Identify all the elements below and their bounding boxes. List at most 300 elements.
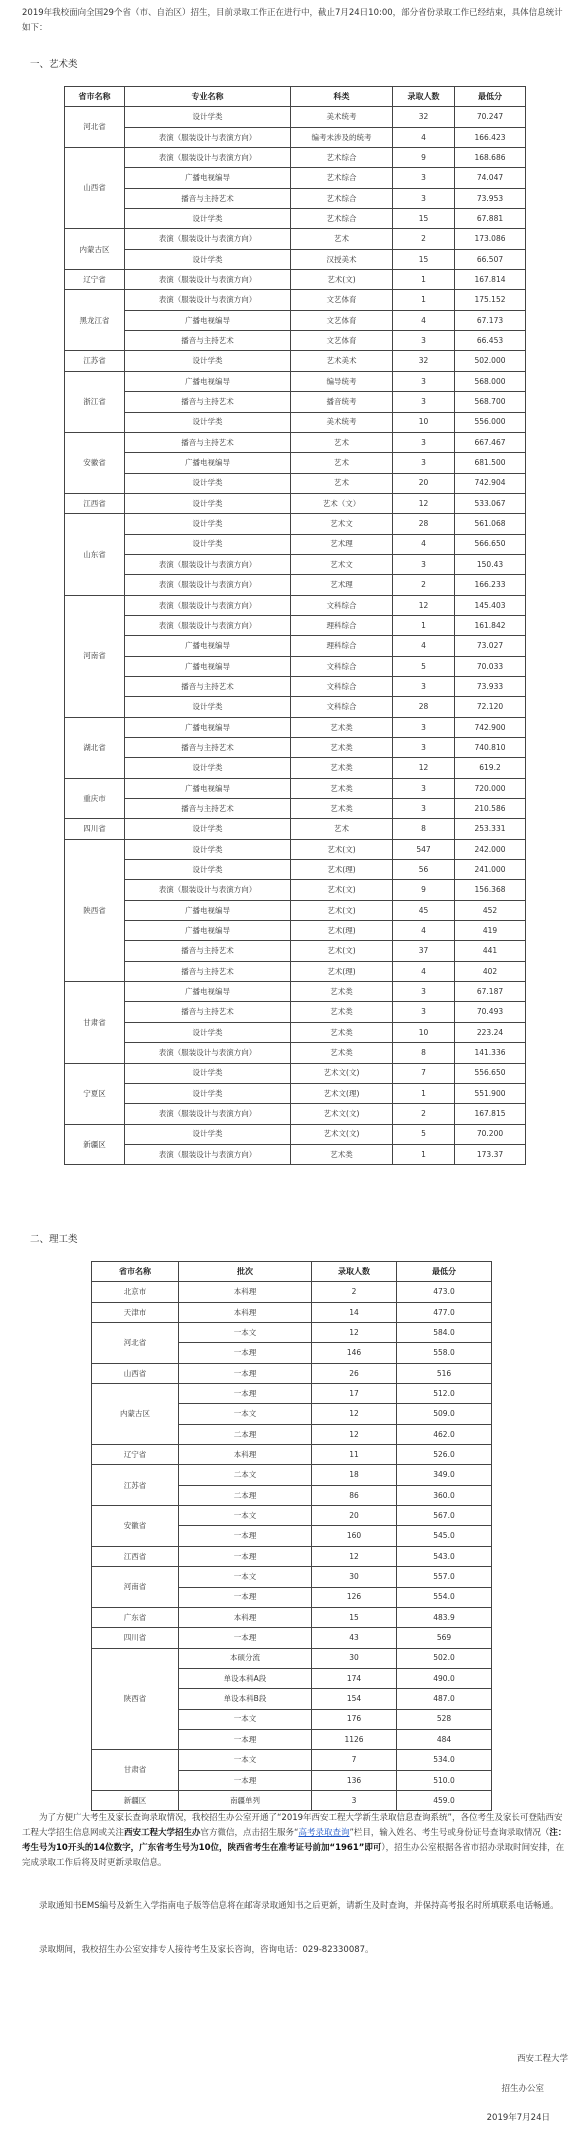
art-cell: 10 <box>393 1022 455 1042</box>
art-cell: 3 <box>393 982 455 1002</box>
art-cell: 1 <box>393 290 455 310</box>
table-row <box>65 412 526 432</box>
art-cell: 表演（服装设计与表演方向） <box>125 1144 291 1164</box>
art-cell: 设计学类 <box>125 534 291 554</box>
section-sci-title: 二、理工类 <box>30 1234 78 1245</box>
art-cell: 艺术类 <box>291 1043 393 1063</box>
art-cell: 汉授美术 <box>291 249 393 269</box>
sci-cell: 487.0 <box>397 1689 492 1709</box>
art-cell: 文科综合 <box>291 697 393 717</box>
art-cell: 32 <box>393 351 455 371</box>
province-cell: 辽宁省 <box>92 1445 179 1465</box>
art-cell: 设计学类 <box>125 1083 291 1103</box>
art-cell: 播音与主持艺术 <box>125 392 291 412</box>
art-cell: 619.2 <box>455 758 526 778</box>
province-cell: 河北省 <box>92 1323 179 1364</box>
art-cell: 设计学类 <box>125 514 291 534</box>
province-cell: 辽宁省 <box>65 270 125 290</box>
table-row <box>65 839 526 859</box>
art-cell: 45 <box>393 900 455 920</box>
art-cell: 播音与主持艺术 <box>125 188 291 208</box>
art-cell: 播音与主持艺术 <box>125 676 291 696</box>
art-cell: 167.815 <box>455 1104 526 1124</box>
table-row <box>65 209 526 229</box>
table-row <box>65 900 526 920</box>
art-cell: 设计学类 <box>125 249 291 269</box>
art-cell: 740.810 <box>455 738 526 758</box>
table-row <box>65 127 526 147</box>
art-cell: 艺术 <box>291 819 393 839</box>
art-cell: 3 <box>393 392 455 412</box>
art-cell: 表演（服装设计与表演方向） <box>125 615 291 635</box>
art-cell: 66.453 <box>455 331 526 351</box>
art-cell: 241.000 <box>455 860 526 880</box>
art-cell: 设计学类 <box>125 1022 291 1042</box>
art-cell: 2 <box>393 229 455 249</box>
province-cell: 天津市 <box>92 1302 179 1322</box>
art-cell: 艺术(文) <box>291 941 393 961</box>
art-cell: 70.033 <box>455 656 526 676</box>
table-row <box>65 1063 526 1083</box>
sci-cell: 512.0 <box>397 1384 492 1404</box>
art-cell: 播音与主持艺术 <box>125 799 291 819</box>
art-cell: 1 <box>393 1083 455 1103</box>
province-cell: 内蒙古区 <box>65 229 125 270</box>
table-row <box>65 1083 526 1103</box>
province-cell: 河南省 <box>92 1567 179 1608</box>
sci-cell: 2 <box>312 1282 397 1302</box>
art-cell: 艺术类 <box>291 982 393 1002</box>
art-cell: 3 <box>393 799 455 819</box>
art-cell: 播音与主持艺术 <box>125 738 291 758</box>
province-cell: 陕西省 <box>65 839 125 981</box>
table-row <box>65 697 526 717</box>
art-cell: 141.336 <box>455 1043 526 1063</box>
art-cell: 艺术类 <box>291 1002 393 1022</box>
province-cell: 四川省 <box>92 1628 179 1648</box>
art-cell: 4 <box>393 636 455 656</box>
candidate-number-note: 注：考生号为10开头的14位数字，广东省考生号为10位，陕西省考生在准考证号前加“1961”即可 <box>22 1828 567 1853</box>
art-cell: 2 <box>393 1104 455 1124</box>
art-cell: 艺术美术 <box>291 351 393 371</box>
art-cell: 502.000 <box>455 351 526 371</box>
art-cell: 28 <box>393 697 455 717</box>
art-cell: 3 <box>393 432 455 452</box>
sci-cell: 545.0 <box>397 1526 492 1546</box>
table-row <box>65 676 526 696</box>
art-cell: 12 <box>393 758 455 778</box>
sci-cell: 557.0 <box>397 1567 492 1587</box>
sci-cell: 176 <box>312 1709 397 1729</box>
table-row <box>65 554 526 574</box>
sci-cell: 20 <box>312 1506 397 1526</box>
sci-cell: 462.0 <box>397 1424 492 1444</box>
art-cell: 253.331 <box>455 819 526 839</box>
art-cell: 理科综合 <box>291 636 393 656</box>
art-cell: 艺术综合 <box>291 148 393 168</box>
art-cell: 4 <box>393 310 455 330</box>
art-cell: 67.173 <box>455 310 526 330</box>
sci-cell: 160 <box>312 1526 397 1546</box>
art-cell: 艺术 <box>291 432 393 452</box>
table-row <box>65 168 526 188</box>
art-cell: 3 <box>393 331 455 351</box>
art-cell: 681.500 <box>455 453 526 473</box>
sci-cell: 一本文 <box>179 1567 312 1587</box>
sci-cell: 154 <box>312 1689 397 1709</box>
sci-cell: 1126 <box>312 1729 397 1749</box>
sci-cell: 26 <box>312 1363 397 1383</box>
table-row <box>65 331 526 351</box>
art-cell: 28 <box>393 514 455 534</box>
table-row <box>65 636 526 656</box>
sci-cell: 543.0 <box>397 1546 492 1566</box>
table-row <box>65 758 526 778</box>
art-cell: 艺术文 <box>291 554 393 574</box>
art-cell: 173.086 <box>455 229 526 249</box>
sci-cell: 86 <box>312 1485 397 1505</box>
sci-cell: 554.0 <box>397 1587 492 1607</box>
art-cell: 设计学类 <box>125 758 291 778</box>
art-cell: 艺术 <box>291 473 393 493</box>
art-cell: 73.933 <box>455 676 526 696</box>
sci-cell: 一本理 <box>179 1526 312 1546</box>
art-cell: 艺术类 <box>291 799 393 819</box>
sci-cell: 一本理 <box>179 1384 312 1404</box>
art-cell: 452 <box>455 900 526 920</box>
art-cell: 3 <box>393 1002 455 1022</box>
province-cell: 甘肃省 <box>92 1750 179 1791</box>
sci-cell: 510.0 <box>397 1770 492 1790</box>
province-cell: 内蒙古区 <box>92 1384 179 1445</box>
art-cell: 艺术类 <box>291 738 393 758</box>
notice-text: ”栏目，输入姓名、考生号或身份证号查询录取情况（ <box>349 1828 550 1838</box>
art-cell: 32 <box>393 107 455 127</box>
art-cell: 艺术(理) <box>291 961 393 981</box>
sci-header-cell: 最低分 <box>397 1262 492 1282</box>
table-row <box>65 270 526 290</box>
sci-cell: 18 <box>312 1465 397 1485</box>
art-cell: 12 <box>393 493 455 513</box>
sci-admission-table <box>91 1261 492 1811</box>
art-cell: 广播电视编导 <box>125 900 291 920</box>
signature-office: 招生办公室 <box>501 2084 544 2094</box>
art-cell: 表演（服装设计与表演方向） <box>125 290 291 310</box>
province-cell: 山西省 <box>92 1363 179 1383</box>
art-cell: 设计学类 <box>125 1124 291 1144</box>
table-row <box>92 1567 492 1587</box>
art-cell: 223.24 <box>455 1022 526 1042</box>
table-row <box>92 1282 492 1302</box>
sci-cell: 一本文 <box>179 1323 312 1343</box>
art-cell: 表演（服装设计与表演方向） <box>125 880 291 900</box>
sci-cell: 174 <box>312 1668 397 1688</box>
sci-cell: 12 <box>312 1323 397 1343</box>
art-cell: 441 <box>455 941 526 961</box>
art-cell: 艺术类 <box>291 1144 393 1164</box>
art-cell: 547 <box>393 839 455 859</box>
sci-header-cell: 省市名称 <box>92 1262 179 1282</box>
sci-cell: 单设本科A段 <box>179 1668 312 1688</box>
sci-cell: 一本理 <box>179 1546 312 1566</box>
sci-cell: 3 <box>312 1790 397 1810</box>
province-cell: 安徽省 <box>92 1506 179 1547</box>
sci-cell: 一本文 <box>179 1750 312 1770</box>
art-cell: 理科综合 <box>291 615 393 635</box>
sci-cell: 单设本科B段 <box>179 1689 312 1709</box>
sci-cell: 14 <box>312 1302 397 1322</box>
art-cell: 广播电视编导 <box>125 168 291 188</box>
sci-cell: 一本理 <box>179 1343 312 1363</box>
intro-paragraph: 2019年我校面向全国29个省（市、自治区）招生，目前录取工作正在进行中，截止7月24日10:00，部分省份录取工作已经结束，具体信息统计如下： <box>22 8 563 33</box>
sci-cell: 南疆单列 <box>179 1790 312 1810</box>
province-cell: 湖北省 <box>65 717 125 778</box>
sci-header-cell: 批次 <box>179 1262 312 1282</box>
wechat-account-name: 西安工程大学招生办 <box>124 1828 201 1838</box>
table-row <box>92 1648 492 1668</box>
table-row <box>65 290 526 310</box>
sci-cell: 509.0 <box>397 1404 492 1424</box>
table-row <box>65 1104 526 1124</box>
sci-cell: 本科理 <box>179 1282 312 1302</box>
art-cell: 播音与主持艺术 <box>125 331 291 351</box>
art-cell: 艺术综合 <box>291 168 393 188</box>
table-row <box>65 534 526 554</box>
province-cell: 新疆区 <box>92 1790 179 1810</box>
sci-cell: 二本文 <box>179 1465 312 1485</box>
table-row <box>92 1750 492 1770</box>
art-cell: 67.881 <box>455 209 526 229</box>
notice-contact-paragraph: 录取期间，我校招生办公室安排专人接待考生及家长咨询，咨询电话：029-82330087。 <box>39 1945 374 1955</box>
art-cell: 设计学类 <box>125 819 291 839</box>
province-cell: 江西省 <box>92 1546 179 1566</box>
sci-cell: 459.0 <box>397 1790 492 1810</box>
art-cell: 3 <box>393 554 455 574</box>
art-cell: 播音与主持艺术 <box>125 941 291 961</box>
art-cell: 3 <box>393 188 455 208</box>
signature-date: 2019年7月24日 <box>486 2113 550 2123</box>
art-cell: 566.650 <box>455 534 526 554</box>
table-row <box>65 961 526 981</box>
art-cell: 设计学类 <box>125 839 291 859</box>
sci-cell: 484 <box>397 1729 492 1749</box>
sci-cell: 一本理 <box>179 1770 312 1790</box>
sci-header-cell: 录取人数 <box>312 1262 397 1282</box>
art-cell: 艺术类 <box>291 758 393 778</box>
sci-cell: 一本文 <box>179 1709 312 1729</box>
art-cell: 4 <box>393 921 455 941</box>
art-cell: 66.507 <box>455 249 526 269</box>
sci-cell: 502.0 <box>397 1648 492 1668</box>
art-cell: 艺术(理) <box>291 921 393 941</box>
sci-cell: 一本文 <box>179 1506 312 1526</box>
sci-cell: 558.0 <box>397 1343 492 1363</box>
art-cell: 3 <box>393 453 455 473</box>
sci-cell: 12 <box>312 1546 397 1566</box>
art-cell: 艺术文(理) <box>291 1083 393 1103</box>
art-cell: 556.650 <box>455 1063 526 1083</box>
table-row <box>65 249 526 269</box>
art-cell: 表演（服装设计与表演方向） <box>125 270 291 290</box>
sci-cell: 126 <box>312 1587 397 1607</box>
table-row <box>65 1124 526 1144</box>
notice-ems-paragraph: 录取通知书EMS编号及新生入学指南电子版等信息将在邮寄录取通知书之后更新，请新生及时查询，并保持高考报名时所填联系电话畅通。 <box>39 1901 559 1911</box>
art-cell: 720.000 <box>455 778 526 798</box>
art-cell: 533.067 <box>455 493 526 513</box>
table-row <box>65 738 526 758</box>
table-row <box>65 148 526 168</box>
sci-cell: 一本理 <box>179 1628 312 1648</box>
province-cell: 北京市 <box>92 1282 179 1302</box>
table-row <box>65 1022 526 1042</box>
province-cell: 四川省 <box>65 819 125 839</box>
table-row <box>65 656 526 676</box>
notice-text: 官方微信，点击招生服务“ <box>200 1828 299 1838</box>
table-row <box>92 1384 492 1404</box>
art-cell: 文艺体育 <box>291 290 393 310</box>
art-cell: 广播电视编导 <box>125 982 291 1002</box>
art-cell: 广播电视编导 <box>125 371 291 391</box>
art-cell: 广播电视编导 <box>125 453 291 473</box>
art-cell: 文艺体育 <box>291 331 393 351</box>
art-cell: 美术统考 <box>291 107 393 127</box>
sci-cell: 一本文 <box>179 1404 312 1424</box>
art-cell: 艺术类 <box>291 778 393 798</box>
art-cell: 1 <box>393 1144 455 1164</box>
table-row <box>65 310 526 330</box>
table-row <box>92 1445 492 1465</box>
table-row <box>65 595 526 615</box>
admission-query-link[interactable]: 高考录取查询 <box>298 1828 350 1838</box>
sci-cell: 12 <box>312 1404 397 1424</box>
art-header-cell: 录取人数 <box>393 87 455 107</box>
sci-cell: 7 <box>312 1750 397 1770</box>
sci-cell: 526.0 <box>397 1445 492 1465</box>
art-cell: 4 <box>393 127 455 147</box>
art-cell: 156.368 <box>455 880 526 900</box>
table-row <box>65 473 526 493</box>
signature-school: 西安工程大学 <box>516 2054 568 2064</box>
art-cell: 551.900 <box>455 1083 526 1103</box>
sci-cell: 本科理 <box>179 1302 312 1322</box>
art-cell: 150.43 <box>455 554 526 574</box>
art-cell: 艺术文 <box>291 514 393 534</box>
sci-cell: 12 <box>312 1424 397 1444</box>
art-cell: 242.000 <box>455 839 526 859</box>
table-row <box>65 351 526 371</box>
table-row <box>65 880 526 900</box>
art-cell: 艺术理 <box>291 575 393 595</box>
table-row <box>65 1043 526 1063</box>
art-cell: 艺术理 <box>291 534 393 554</box>
province-cell: 江苏省 <box>92 1465 179 1506</box>
sci-cell: 349.0 <box>397 1465 492 1485</box>
art-table-header <box>65 87 526 107</box>
art-cell: 艺术类 <box>291 717 393 737</box>
art-cell: 艺术类 <box>291 1022 393 1042</box>
art-cell: 艺术（文） <box>291 493 393 513</box>
sci-cell: 二本理 <box>179 1424 312 1444</box>
province-cell: 广东省 <box>92 1607 179 1627</box>
art-cell: 设计学类 <box>125 697 291 717</box>
sci-cell: 473.0 <box>397 1282 492 1302</box>
sci-cell: 584.0 <box>397 1323 492 1343</box>
sci-cell: 一本理 <box>179 1363 312 1383</box>
notice-text: ），招生办公室根据各省市招办录取时间安排，在完成录取工作后将及时更新录取信息。 <box>22 1843 565 1868</box>
table-row <box>65 778 526 798</box>
table-row <box>92 1363 492 1383</box>
art-cell: 568.000 <box>455 371 526 391</box>
art-cell: 5 <box>393 1124 455 1144</box>
table-row <box>65 371 526 391</box>
art-cell: 设计学类 <box>125 493 291 513</box>
province-cell: 陕西省 <box>92 1648 179 1750</box>
art-cell: 编导统考 <box>291 371 393 391</box>
art-cell: 文科综合 <box>291 656 393 676</box>
art-cell: 742.900 <box>455 717 526 737</box>
art-cell: 广播电视编导 <box>125 656 291 676</box>
art-cell: 167.814 <box>455 270 526 290</box>
art-cell: 9 <box>393 148 455 168</box>
art-cell: 播音与主持艺术 <box>125 961 291 981</box>
art-cell: 播音与主持艺术 <box>125 1002 291 1022</box>
province-cell: 江西省 <box>65 493 125 513</box>
art-cell: 419 <box>455 921 526 941</box>
sci-cell: 15 <box>312 1607 397 1627</box>
art-cell: 15 <box>393 209 455 229</box>
art-cell: 73.953 <box>455 188 526 208</box>
art-cell: 70.247 <box>455 107 526 127</box>
table-row <box>65 921 526 941</box>
table-row <box>65 799 526 819</box>
art-cell: 艺术 <box>291 229 393 249</box>
sci-cell: 528 <box>397 1709 492 1729</box>
sci-cell: 一本理 <box>179 1729 312 1749</box>
art-cell: 3 <box>393 717 455 737</box>
sci-cell: 本科理 <box>179 1445 312 1465</box>
art-cell: 175.152 <box>455 290 526 310</box>
art-cell: 艺术综合 <box>291 209 393 229</box>
province-cell: 黑龙江省 <box>65 290 125 351</box>
province-cell: 河南省 <box>65 595 125 717</box>
art-cell: 742.904 <box>455 473 526 493</box>
art-cell: 70.200 <box>455 1124 526 1144</box>
art-cell: 广播电视编导 <box>125 778 291 798</box>
sci-cell: 一本理 <box>179 1587 312 1607</box>
province-cell: 甘肃省 <box>65 982 125 1063</box>
art-cell: 15 <box>393 249 455 269</box>
art-cell: 艺术(文) <box>291 900 393 920</box>
art-cell: 667.467 <box>455 432 526 452</box>
section-art-title: 一、艺术类 <box>30 59 78 70</box>
table-row <box>65 860 526 880</box>
art-cell: 3 <box>393 676 455 696</box>
art-cell: 艺术(文) <box>291 270 393 290</box>
art-cell: 1 <box>393 615 455 635</box>
province-cell: 山东省 <box>65 514 125 595</box>
art-cell: 设计学类 <box>125 860 291 880</box>
table-row <box>92 1323 492 1343</box>
art-cell: 4 <box>393 534 455 554</box>
art-cell: 广播电视编导 <box>125 717 291 737</box>
table-row <box>65 188 526 208</box>
art-cell: 文艺体育 <box>291 310 393 330</box>
art-cell: 艺术文(文) <box>291 1104 393 1124</box>
table-row <box>92 1607 492 1627</box>
art-cell: 设计学类 <box>125 351 291 371</box>
art-cell: 表演（服装设计与表演方向） <box>125 148 291 168</box>
table-row <box>65 717 526 737</box>
